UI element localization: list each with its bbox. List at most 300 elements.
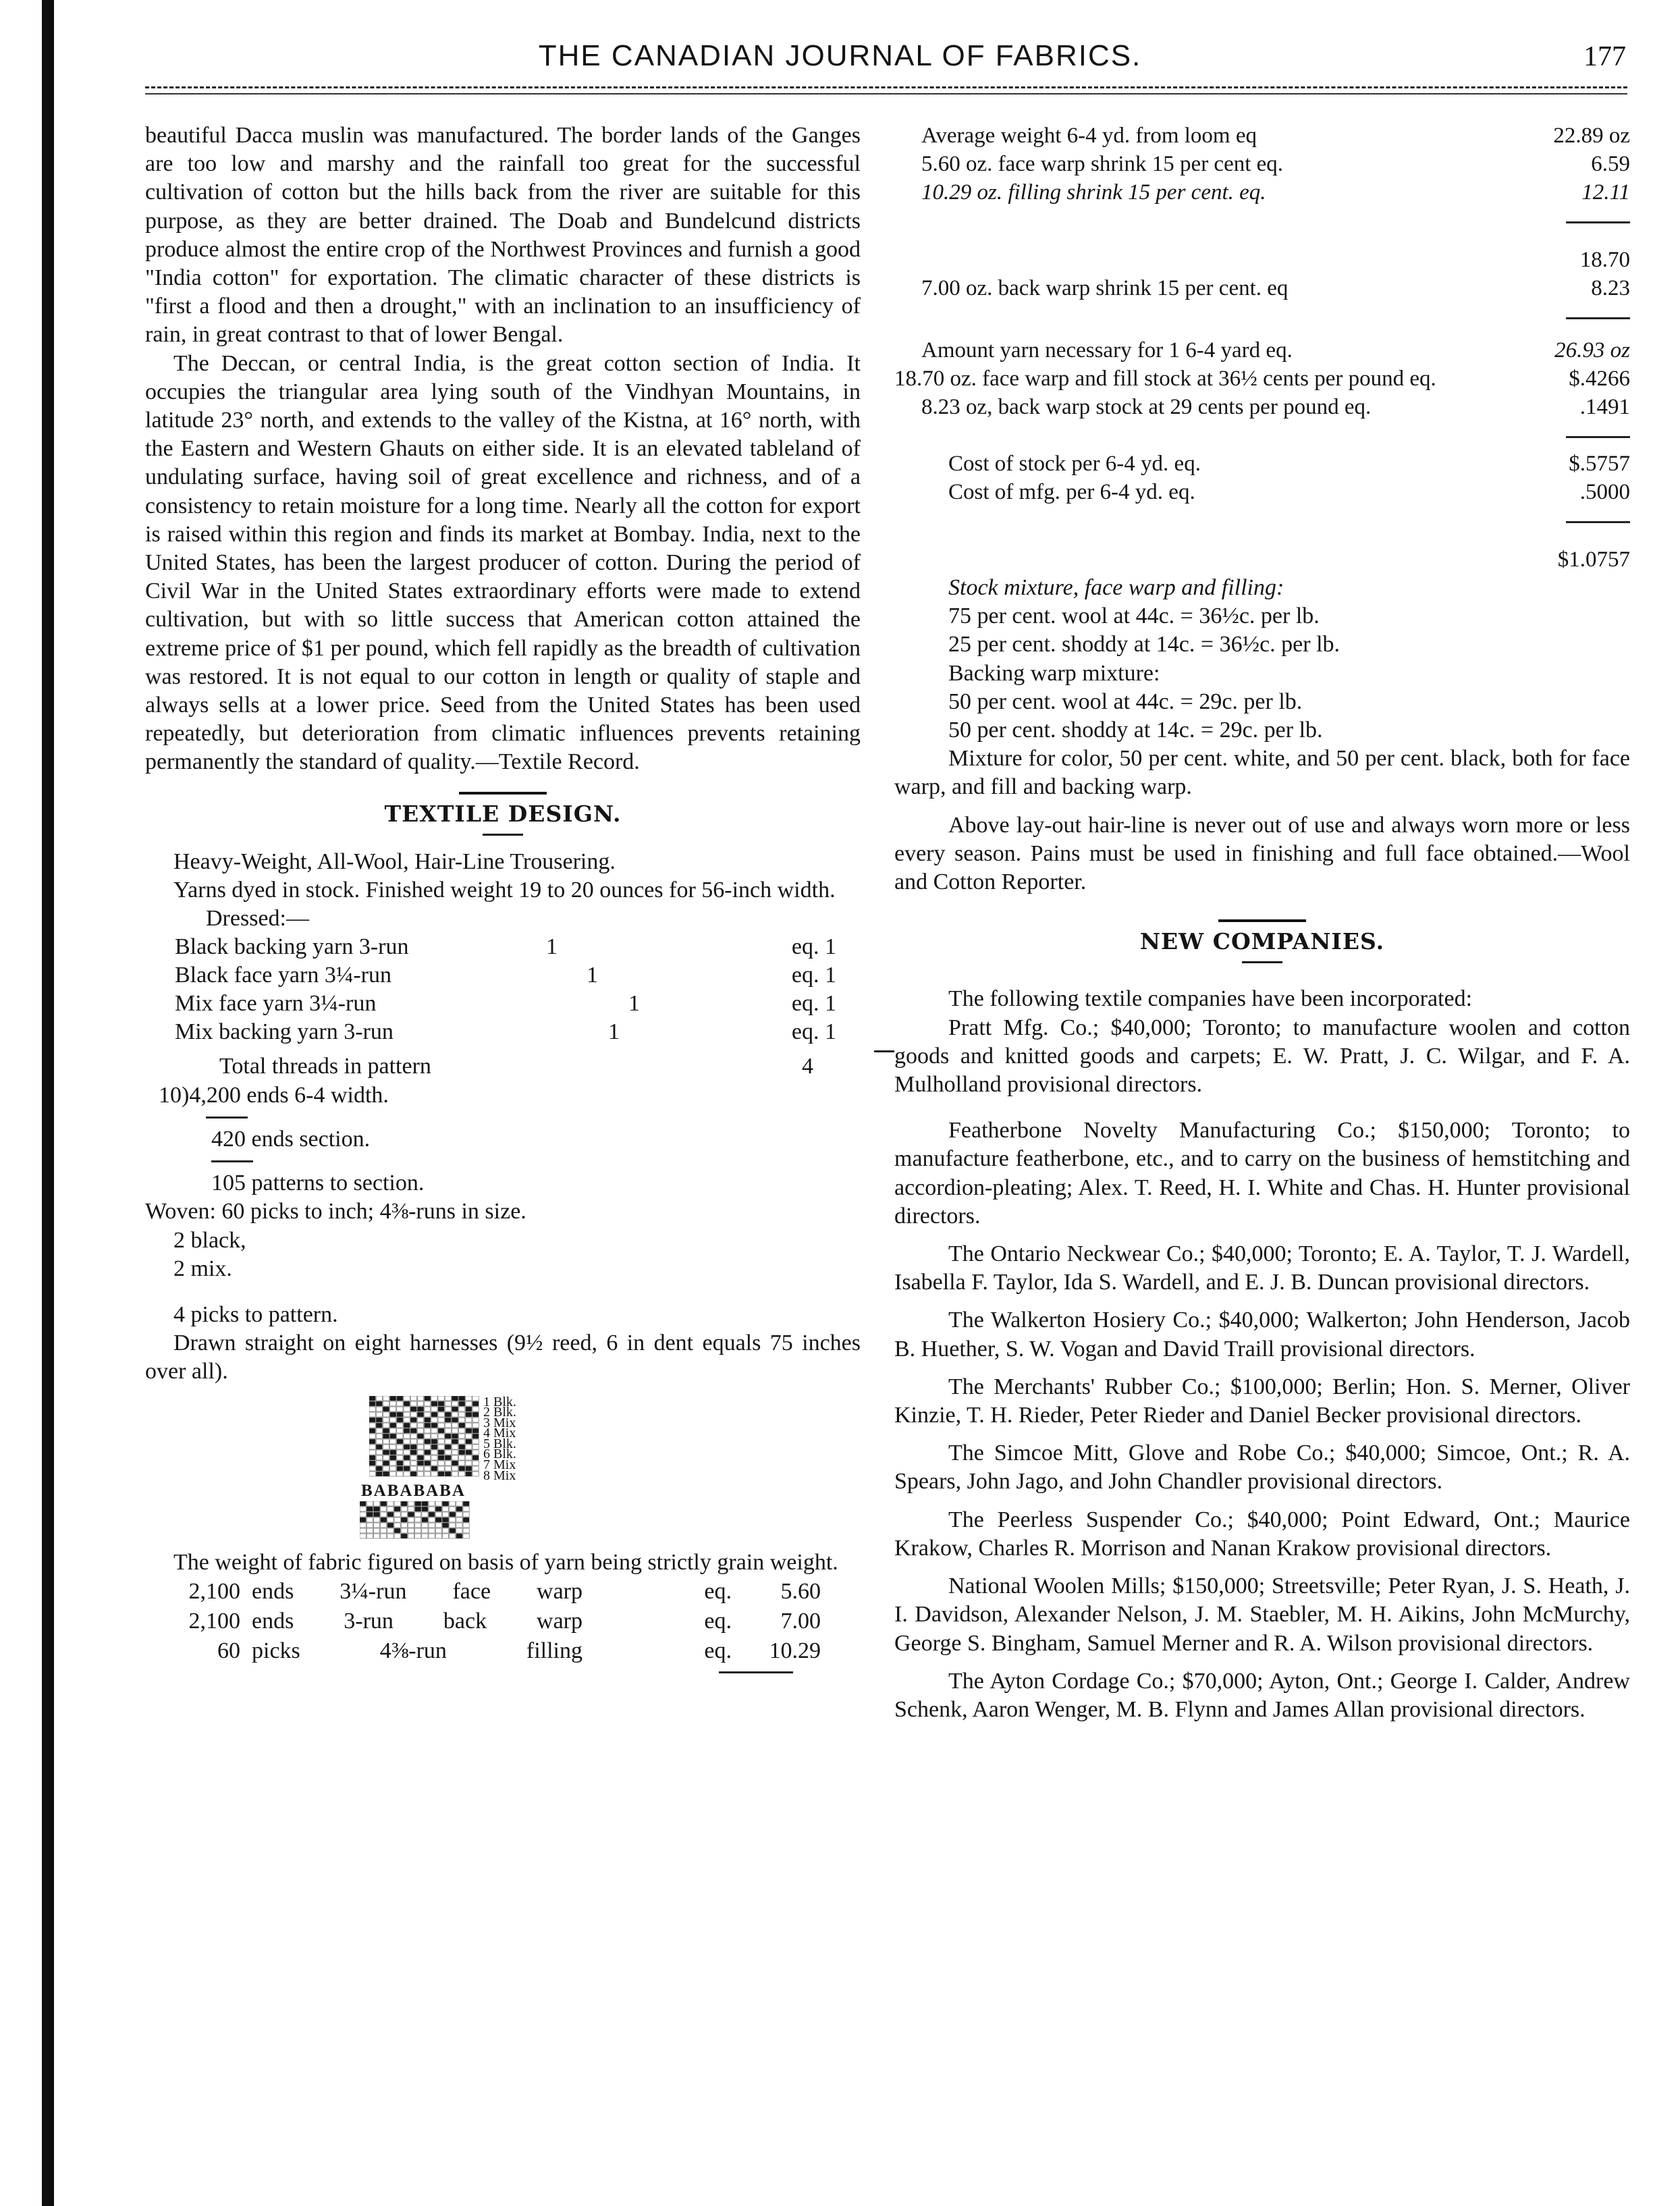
weave-cell — [410, 1434, 416, 1438]
weave-cell — [381, 1517, 387, 1522]
weave-cell — [438, 1407, 444, 1411]
new-companies-intro: The following textile companies have been incorporated: — [948, 986, 1473, 1012]
table-row — [894, 331, 1630, 365]
cost-label: 7.00 oz. back warp shrink 15 per cent. eq — [921, 276, 1289, 300]
table-row — [175, 933, 843, 961]
weave-draft-grid — [369, 1396, 481, 1477]
weave-cell — [397, 1407, 403, 1411]
weave-cell — [431, 1445, 437, 1449]
weave-cell — [445, 1428, 451, 1433]
weave-cell — [369, 1434, 375, 1438]
division-rule — [206, 1117, 248, 1119]
weight-desc: ends 3-run back warp — [252, 1609, 582, 1634]
weave-cell — [425, 1472, 431, 1476]
weave-cell — [394, 1512, 400, 1517]
weave-cell — [429, 1523, 435, 1528]
weave-cell — [417, 1450, 423, 1455]
weave-cell — [456, 1517, 462, 1522]
weave-cell — [415, 1501, 421, 1506]
weave-cell — [387, 1528, 394, 1533]
company-entry: The Ontario Neckwear Co.; $40,000; Toronto; E. A. Taylor, T. J. Wardell, Isabella F. Taylor, Ida S. Wardell, and E. J. B. Duncan provisional directors. — [894, 1241, 1630, 1295]
header-rule-solid — [145, 93, 1627, 95]
weave-cell — [369, 1428, 375, 1433]
cost-value: 12.11 — [1581, 180, 1630, 205]
weave-cell — [472, 1396, 479, 1401]
mixture-line: Stock mixture, face warp and filling: — [948, 575, 1284, 600]
weight-value: 7.00 — [780, 1609, 821, 1634]
weave-cell — [410, 1423, 416, 1428]
weave-cell — [425, 1439, 431, 1444]
weave-cell — [360, 1528, 366, 1533]
weave-cell — [360, 1517, 366, 1522]
weave-cell — [410, 1418, 416, 1422]
weave-cell — [367, 1534, 373, 1538]
weave-cell — [459, 1450, 465, 1455]
section-rule — [483, 834, 523, 836]
weave-cell — [472, 1472, 479, 1476]
weave-cell — [397, 1401, 403, 1406]
weave-cell — [466, 1407, 472, 1411]
weave-cell — [466, 1401, 472, 1406]
weave-cell — [450, 1517, 456, 1522]
weave-cell — [404, 1418, 410, 1422]
weight-desc: picks 4⅜-run filling — [252, 1638, 582, 1664]
weave-cell — [397, 1439, 403, 1444]
cost-value: .5000 — [1579, 480, 1630, 504]
weave-cell — [438, 1423, 444, 1428]
weave-cell — [369, 1423, 375, 1428]
weave-cell — [360, 1534, 366, 1538]
weave-cell — [401, 1501, 407, 1506]
weave-cell — [373, 1517, 379, 1522]
weave-cell — [456, 1501, 462, 1506]
weave-cell — [387, 1517, 394, 1522]
weave-cell — [369, 1396, 375, 1401]
weave-cell — [397, 1412, 403, 1417]
weave-cell — [431, 1455, 437, 1460]
weave-cell — [459, 1428, 465, 1433]
weight-table — [165, 1577, 821, 1666]
weave-cell — [369, 1461, 375, 1465]
weave-cell — [373, 1523, 379, 1528]
weave-cell — [383, 1466, 389, 1471]
weave-cell — [410, 1407, 416, 1411]
weave-cell — [401, 1507, 407, 1511]
weave-cell — [404, 1439, 410, 1444]
weave-cell — [410, 1461, 416, 1465]
company-entry: Featherbone Novelty Manufacturing Co.; $150,000; Toronto; to manufacture featherbone, etc., and to carry on the business of hemstitching and accordion-pleating; Alex. T. Reed, H. I. White and Chas. H. Hunter provisional directors. — [894, 1118, 1630, 1229]
weave-cell — [456, 1512, 462, 1517]
woven-line: Woven: 60 picks to inch; 4⅜-runs in size. — [145, 1199, 526, 1225]
left-column — [145, 122, 861, 1673]
weave-cell — [408, 1512, 414, 1517]
total-threads-label: Total threads in pattern — [219, 1054, 431, 1079]
journal-title: THE CANADIAN JOURNAL OF FABRICS. — [538, 39, 1142, 72]
ends-width: 10)4,200 ends 6-4 width. — [159, 1082, 389, 1108]
weave-cell — [390, 1418, 396, 1422]
weave-cell — [466, 1423, 472, 1428]
harness-label: 3 Mix — [483, 1415, 516, 1430]
weave-cell — [445, 1412, 451, 1417]
weight-eq: eq. — [704, 1609, 732, 1634]
weave-cell — [452, 1396, 458, 1401]
weave-cell — [383, 1461, 389, 1465]
weave-cell — [376, 1423, 382, 1428]
weave-cell — [425, 1450, 431, 1455]
weave-cell — [429, 1501, 435, 1506]
weave-cell — [450, 1528, 456, 1533]
weave-cell — [466, 1396, 472, 1401]
weave-cell — [438, 1401, 444, 1406]
weave-cell — [410, 1445, 416, 1449]
weave-cell — [373, 1501, 379, 1506]
weave-cell — [456, 1523, 462, 1528]
weave-cell — [431, 1423, 437, 1428]
weave-cell — [472, 1466, 479, 1471]
weave-cell — [452, 1423, 458, 1428]
weave-cell — [387, 1534, 394, 1538]
yarn-eq: eq. 1 — [791, 991, 836, 1017]
weave-cell — [466, 1445, 472, 1449]
table-row — [894, 178, 1630, 207]
weave-cell — [466, 1455, 472, 1460]
table-row — [894, 150, 1630, 178]
harness-label: 2 Blk. — [483, 1405, 516, 1420]
weave-cell — [472, 1439, 479, 1444]
sum-rule — [1566, 317, 1630, 319]
weave-cell — [417, 1418, 423, 1422]
weave-cell — [381, 1512, 387, 1517]
weave-cell — [410, 1428, 416, 1433]
weave-cell — [404, 1461, 410, 1465]
weave-cell — [404, 1455, 410, 1460]
weave-cell — [452, 1472, 458, 1476]
weave-cell — [445, 1418, 451, 1422]
weight-count: 2,100 — [188, 1579, 240, 1605]
weave-cell — [472, 1401, 479, 1406]
weave-cell — [397, 1396, 403, 1401]
weave-cell — [425, 1418, 431, 1422]
weave-cell — [472, 1445, 479, 1449]
weave-cell — [466, 1439, 472, 1444]
weave-cell — [442, 1501, 448, 1506]
page-number: 177 — [1583, 41, 1626, 72]
weave-cell — [369, 1418, 375, 1422]
new-companies-title: NEW COMPANIES. — [1139, 928, 1385, 955]
table-row — [165, 1577, 821, 1607]
weave-cell — [452, 1412, 458, 1417]
weave-cell — [404, 1423, 410, 1428]
cost-value: 8.23 — [1591, 276, 1630, 300]
weave-cell — [401, 1523, 407, 1528]
weave-cell — [438, 1455, 444, 1460]
weave-cell — [397, 1455, 403, 1460]
header-rule — [145, 86, 1627, 88]
weave-cell — [408, 1528, 414, 1533]
weave-cell — [429, 1507, 435, 1511]
weave-cell — [445, 1445, 451, 1449]
table-row — [894, 535, 1630, 574]
weave-cell — [390, 1412, 396, 1417]
harness-label: 5 Blk. — [483, 1436, 516, 1451]
weave-cell — [429, 1528, 435, 1533]
weave-cell — [381, 1528, 387, 1533]
weave-cell — [452, 1418, 458, 1422]
weave-cell — [376, 1418, 382, 1422]
weave-cell — [417, 1445, 423, 1449]
weave-cell — [387, 1507, 394, 1511]
weave-cell — [376, 1472, 382, 1476]
cost-label: Average weight 6-4 yd. from loom eq — [921, 124, 1257, 148]
patterns-to-section: 105 patterns to section. — [211, 1171, 425, 1196]
weight-value: 5.60 — [780, 1579, 821, 1605]
stock-mixture — [894, 574, 1630, 745]
weave-cell — [404, 1472, 410, 1476]
weave-cell — [369, 1445, 375, 1449]
weave-cell — [459, 1434, 465, 1438]
weave-cell — [459, 1445, 465, 1449]
weave-cell — [456, 1528, 462, 1533]
cost-label: 10.29 oz. filling shrink 15 per cent. eq. — [921, 180, 1266, 205]
weave-cell — [417, 1466, 423, 1471]
weave-cell — [376, 1428, 382, 1433]
drawing-in-draft — [360, 1501, 471, 1539]
weave-cell — [459, 1407, 465, 1411]
yarn-eq: eq. 1 — [791, 934, 836, 960]
weave-cell — [390, 1461, 396, 1465]
harness-label: 4 Mix — [483, 1426, 516, 1441]
weave-cell — [425, 1428, 431, 1433]
weave-cell — [450, 1534, 456, 1538]
weave-cell — [472, 1428, 479, 1433]
weave-cell — [472, 1461, 479, 1465]
weave-cell — [397, 1450, 403, 1455]
cost-subtotal: 18.70 — [1579, 248, 1630, 272]
weave-cell — [442, 1523, 448, 1528]
weave-cell — [438, 1445, 444, 1449]
weave-cell — [431, 1412, 437, 1417]
weave-cell — [369, 1450, 375, 1455]
weave-cell — [408, 1523, 414, 1528]
weave-cell — [425, 1412, 431, 1417]
table-row — [894, 478, 1630, 506]
weave-cell — [417, 1396, 423, 1401]
weave-cell — [463, 1501, 469, 1506]
weave-cell — [383, 1439, 389, 1444]
weave-cell — [367, 1501, 373, 1506]
weave-cell — [383, 1445, 389, 1449]
weave-cell — [442, 1528, 448, 1533]
weave-cell — [472, 1455, 479, 1460]
weave-cell — [463, 1528, 469, 1533]
picks-to-pattern: 4 picks to pattern. — [173, 1301, 338, 1327]
mixture-line: 50 per cent. wool at 44c. = 29c. per lb. — [948, 689, 1303, 714]
weave-draft — [369, 1396, 861, 1482]
company-entry: National Woolen Mills; $150,000; Streetsville; Peter Ryan, J. S. Heath, J. I. Davidson, Alexander Nelson, J. M. Staebler, M. H. Aikins, John McMurchy, George S. Bingham, Samuel Merner and R. A. Wilson provisional directors. — [894, 1573, 1630, 1656]
weave-cell — [394, 1517, 400, 1522]
cost-value: 26.93 oz — [1554, 338, 1630, 362]
weave-cell — [404, 1412, 410, 1417]
weave-cell — [472, 1407, 479, 1411]
weave-cell — [397, 1445, 403, 1449]
weave-cell — [394, 1523, 400, 1528]
intro-paragraph: beautiful Dacca muslin was manufactured. The border lands of the Ganges are too low and marshy and the rainfall too great for the successful cultivation of cotton but the hills back from the river are suitable for this purpose, as they are better drained. The Doab and Bundelcund districts produce almost the entire crop of the Northwest Provinces and furnish a good "India cotton" for exportation. The climatic character of these districts is "first a flood and then a drought," with an inclination to an insufficiency of rain, in great contrast to that of lower Bengal. — [145, 123, 861, 348]
weave-cell — [397, 1434, 403, 1438]
weave-cell — [383, 1407, 389, 1411]
weave-cell — [445, 1401, 451, 1406]
weave-cell — [390, 1466, 396, 1471]
weave-cell — [376, 1412, 382, 1417]
weave-cell — [438, 1412, 444, 1417]
weave-cell — [438, 1461, 444, 1465]
weave-cell — [401, 1534, 407, 1538]
company-entry: Pratt Mfg. Co.; $40,000; Toronto; to manufacture woolen and cotton goods and knitted goods and carpets; E. W. Pratt, J. C. Wilgar, and F. A. Mulholland provisional directors. — [894, 1015, 1630, 1098]
table-row — [894, 274, 1630, 302]
weave-cell — [442, 1507, 448, 1511]
weave-cell — [390, 1434, 396, 1438]
weave-cell — [442, 1534, 448, 1538]
mixture-color: Mixture for color, 50 per cent. white, and 50 per cent. black, both for face warp, and fill and backing warp. — [894, 746, 1630, 800]
dressed-label: Dressed:— — [206, 906, 309, 932]
weave-cell — [459, 1396, 465, 1401]
weave-cell — [397, 1423, 403, 1428]
weave-cell — [390, 1401, 396, 1406]
weave-cell — [459, 1439, 465, 1444]
weave-cell — [360, 1501, 366, 1506]
weight-count: 2,100 — [188, 1609, 240, 1634]
weave-cell — [415, 1523, 421, 1528]
weave-cell — [456, 1534, 462, 1538]
weave-cell — [450, 1523, 456, 1528]
sum-rule — [874, 1050, 894, 1052]
weave-cell — [417, 1407, 423, 1411]
weave-cell — [450, 1507, 456, 1511]
yarn-label: Mix face yarn 3¼-run — [175, 991, 377, 1017]
cost-value: .1491 — [1579, 395, 1630, 419]
weave-cell — [463, 1523, 469, 1528]
weave-cell — [438, 1396, 444, 1401]
weave-cell — [394, 1507, 400, 1511]
weave-cell — [376, 1407, 382, 1411]
weave-cell — [417, 1434, 423, 1438]
textile-design-title: TEXTILE DESIGN. — [384, 800, 622, 827]
weave-cell — [459, 1472, 465, 1476]
weave-cell — [376, 1450, 382, 1455]
weave-cell — [466, 1428, 472, 1433]
weave-cell — [381, 1534, 387, 1538]
weave-cell — [383, 1401, 389, 1406]
weave-cell — [376, 1445, 382, 1449]
weave-cell — [387, 1523, 394, 1528]
weave-cell — [431, 1428, 437, 1433]
weave-cell — [404, 1450, 410, 1455]
table-row — [165, 1636, 821, 1666]
weave-cell — [435, 1528, 441, 1533]
weave-cell — [404, 1445, 410, 1449]
weave-cell — [394, 1528, 400, 1533]
weave-cell — [401, 1517, 407, 1522]
weave-cell — [452, 1428, 458, 1433]
weave-cell — [442, 1517, 448, 1522]
weave-cell — [431, 1461, 437, 1465]
weave-cell — [390, 1472, 396, 1476]
weave-cell — [376, 1396, 382, 1401]
weave-cell — [369, 1472, 375, 1476]
yarn-table — [175, 933, 843, 1046]
weave-cell — [415, 1512, 421, 1517]
weave-cell — [466, 1412, 472, 1417]
weave-cell — [397, 1461, 403, 1465]
weave-cell — [369, 1466, 375, 1471]
weave-cell — [408, 1501, 414, 1506]
weave-cell — [383, 1450, 389, 1455]
weave-cell — [459, 1401, 465, 1406]
cost-label: 8.23 oz, back warp stock at 29 cents per pound eq. — [921, 395, 1372, 419]
weave-cell — [381, 1507, 387, 1511]
cost-value: $.4266 — [1569, 367, 1630, 391]
weave-cell — [456, 1507, 462, 1511]
company-entry: The Walkerton Hosiery Co.; $40,000; Walkerton; John Henderson, Jacob B. Huether, S. W. Vogan and David Traill provisional directors. — [894, 1308, 1630, 1362]
weave-cell — [450, 1501, 456, 1506]
weave-cell — [431, 1434, 437, 1438]
table-row — [165, 1607, 821, 1636]
weave-cell — [438, 1434, 444, 1438]
company-entry: The Ayton Cordage Co.; $70,000; Ayton, Ont.; George I. Calder, Andrew Schenk, Aaron Wenger, M. B. Flynn and James Allan provisional directors. — [894, 1668, 1630, 1722]
weave-cell — [422, 1523, 428, 1528]
weave-cell — [431, 1401, 437, 1406]
weave-cell — [369, 1407, 375, 1411]
weave-cell — [445, 1466, 451, 1471]
weave-cell — [390, 1407, 396, 1411]
weave-cell — [438, 1439, 444, 1444]
weave-cell — [404, 1434, 410, 1438]
weave-cell — [417, 1423, 423, 1428]
cost-label: 18.70 oz. face warp and fill stock at 36½ cents per pound eq. — [894, 367, 1436, 391]
weave-cell — [425, 1396, 431, 1401]
harness-label: 7 Mix — [483, 1457, 516, 1473]
weave-cell — [383, 1472, 389, 1476]
weave-cell — [459, 1466, 465, 1471]
weave-cell — [435, 1512, 441, 1517]
weave-cell — [445, 1455, 451, 1460]
yarn-mark: 1 — [587, 963, 598, 988]
weave-cell — [463, 1517, 469, 1522]
division-rule — [211, 1160, 253, 1162]
weight-eq: eq. — [704, 1638, 732, 1664]
table-row — [894, 235, 1630, 274]
weave-cell — [466, 1418, 472, 1422]
weave-cell — [390, 1423, 396, 1428]
weave-cell — [383, 1428, 389, 1433]
weight-value: 10.29 — [769, 1638, 821, 1664]
weave-cell — [431, 1418, 437, 1422]
weave-cell — [425, 1466, 431, 1471]
weave-cell — [452, 1439, 458, 1444]
weave-cell — [415, 1534, 421, 1538]
weave-cell — [367, 1512, 373, 1517]
weave-cell — [383, 1418, 389, 1422]
sum-rule — [1566, 436, 1630, 438]
weave-cell — [360, 1512, 366, 1517]
yarn-label: Black face yarn 3¼-run — [175, 963, 391, 988]
weave-cell — [459, 1461, 465, 1465]
mixture-line: 25 per cent. shoddy at 14c. = 36½c. per lb. — [948, 632, 1340, 657]
weave-cell — [452, 1445, 458, 1449]
yarn-eq: eq. 1 — [791, 1019, 836, 1045]
weave-cell — [410, 1472, 416, 1476]
weight-desc: ends 3¼-run face warp — [252, 1579, 582, 1605]
cost-label: Cost of mfg. per 6-4 yd. eq. — [948, 480, 1195, 504]
